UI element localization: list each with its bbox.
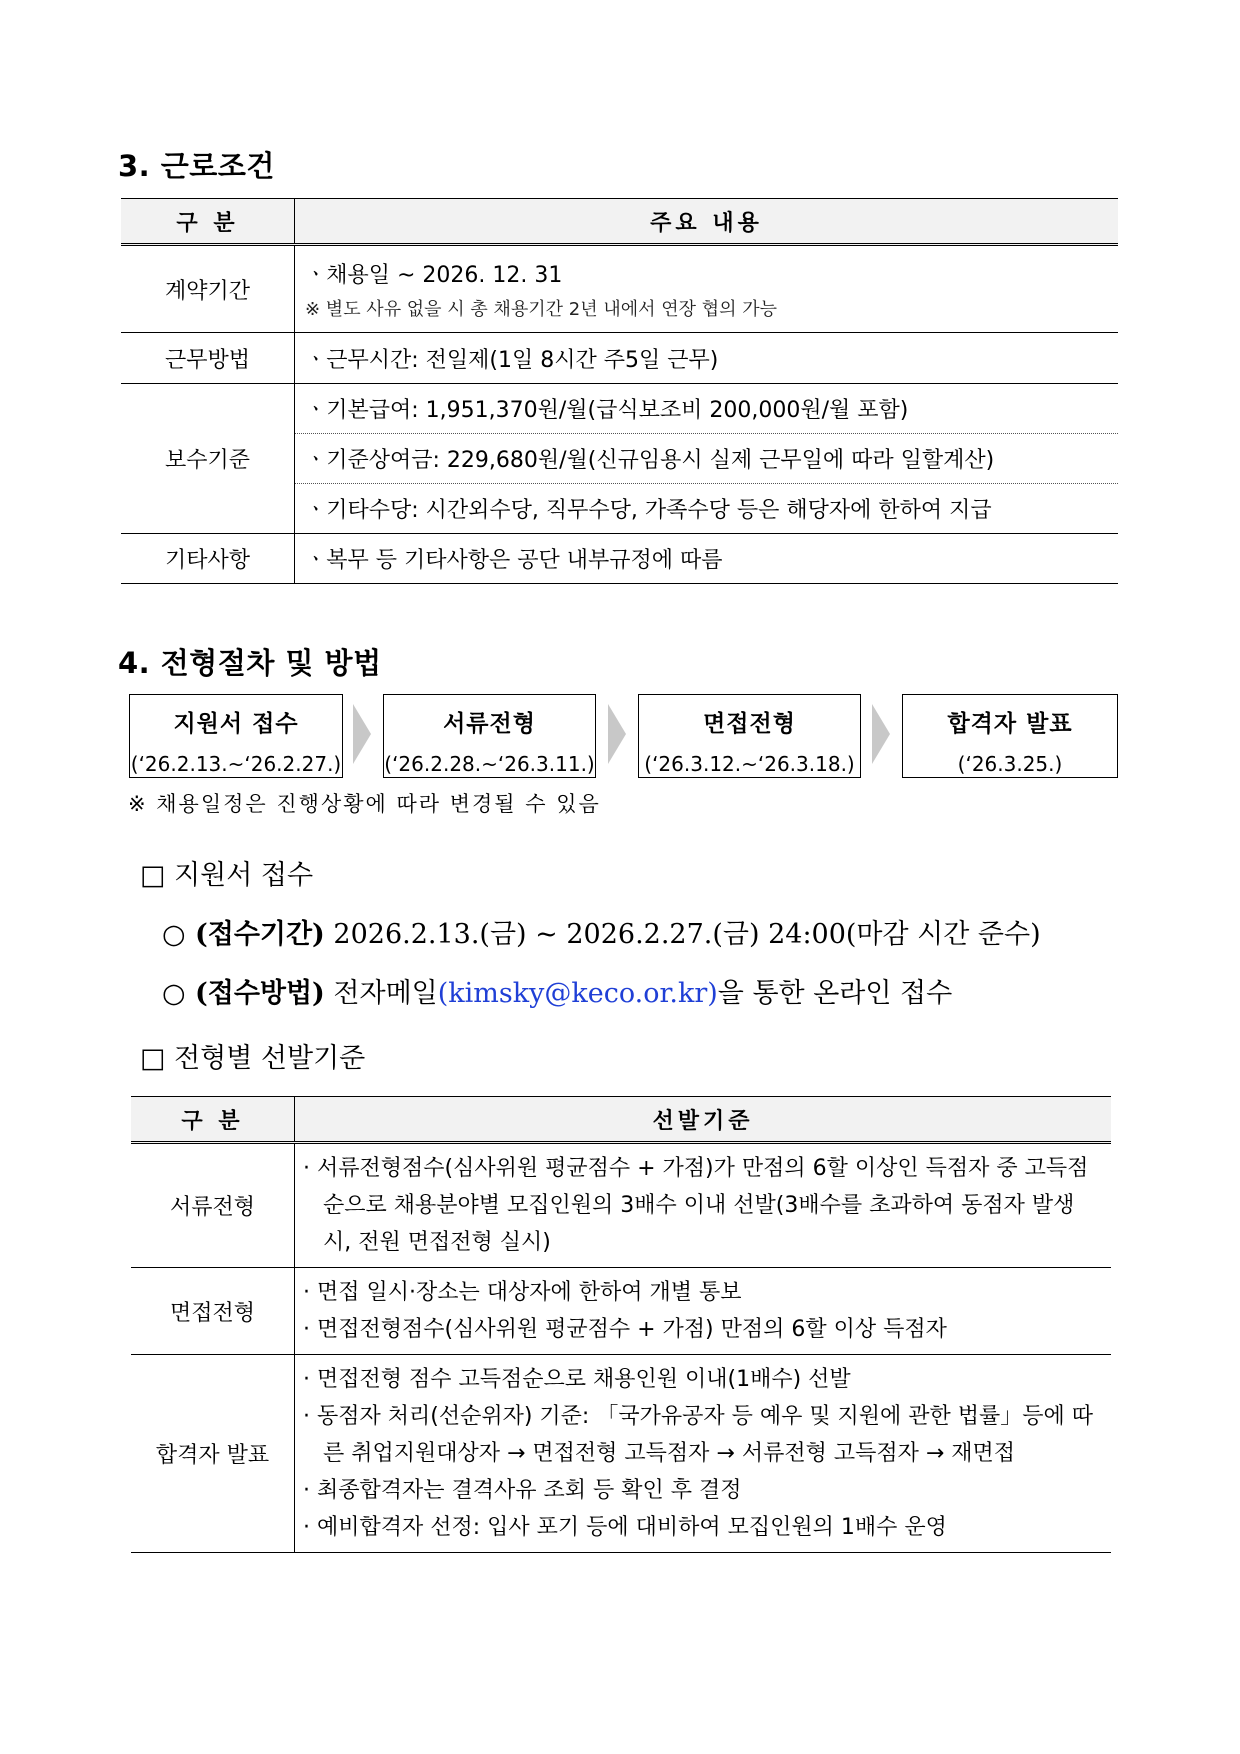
arrow-right-icon — [608, 704, 626, 764]
table-row — [121, 534, 1118, 584]
method-suffix: 을 통한 온라인 접수 — [717, 978, 953, 1009]
process-step-announcement — [902, 694, 1118, 778]
row-note: ※ 별도 사유 없을 시 총 채용기간 2년 내에서 연장 협의 가능 — [305, 298, 778, 320]
header-criteria: 선발기준 — [295, 1097, 1112, 1143]
arrow-right-icon — [872, 704, 890, 764]
criteria-subtitle: □ 전형별 선발기준 — [140, 1043, 366, 1074]
application-subtitle: □ 지원서 접수 — [140, 860, 314, 891]
step-date: (‘26.3.12.~‘26.3.18.) — [644, 752, 855, 776]
schedule-note: ※ 채용일정은 진행상황에 따라 변경될 수 있음 — [128, 792, 601, 816]
table-row — [121, 245, 1118, 333]
working-conditions-table — [121, 198, 1118, 584]
process-step-application — [129, 694, 343, 778]
table-row — [131, 1268, 1111, 1355]
step-title: 면접전형 — [703, 711, 796, 737]
row-item: ㆍ채용일 ~ 2026. 12. 31 — [305, 262, 563, 288]
table-header — [121, 199, 1118, 245]
row-item: · 면접전형 점수 고득점순으로 채용인원 이내(1배수) 선발 — [303, 1367, 851, 1392]
process-step-document — [383, 694, 596, 778]
arrow-right-icon — [353, 704, 371, 764]
row-content — [295, 1355, 1112, 1553]
row-label: 기타사항 — [121, 534, 295, 584]
email-link[interactable]: (kimsky@keco.or.kr) — [437, 978, 718, 1009]
row-item: · 서류전형점수(심사위원 평균점수 + 가점)가 만점의 6할 이상인 득점자 중 고득점순으로 채용분야별 모집인원의 3배수 이내 선발(3배수를 초과하여 동점자 발생 시, 전원 면접전형 실시) — [303, 1156, 1089, 1255]
row-content — [295, 245, 1119, 333]
row-item: ㆍ복무 등 기타사항은 공단 내부규정에 따름 — [295, 534, 1119, 584]
row-item: · 동점자 처리(선순위자) 기준: 「국가유공자 등 예우 및 지원에 관한 법률」등에 따른 취업지원대상자 → 면접전형 고득점자 → 서류전형 고득점자 → 재면접 — [303, 1404, 1094, 1466]
row-item: ㆍ기본급여: 1,951,370원/월(급식보조비 200,000원/월 포함) — [295, 384, 1119, 434]
section3-title: 3. 근로조건 — [118, 149, 275, 183]
step-date: (‘26.2.28.~‘26.3.11.) — [384, 752, 595, 776]
method-label: ○ (접수방법) — [162, 978, 325, 1009]
row-label: 근무방법 — [121, 333, 295, 384]
table-row — [131, 1355, 1111, 1553]
row-label: 합격자 발표 — [131, 1355, 295, 1553]
table-row — [121, 333, 1118, 384]
header-category: 구 분 — [131, 1097, 295, 1143]
selection-criteria-table — [131, 1096, 1111, 1553]
section4-title: 4. 전형절차 및 방법 — [118, 646, 382, 680]
header-category: 구 분 — [121, 199, 295, 245]
step-title: 서류전형 — [443, 711, 536, 737]
row-item: · 예비합격자 선정: 입사 포기 등에 대비하여 모집인원의 1배수 운영 — [303, 1515, 947, 1540]
row-label: 계약기간 — [121, 245, 295, 333]
table-header — [131, 1097, 1111, 1143]
header-content: 주요 내용 — [295, 199, 1119, 245]
table-row — [131, 1143, 1111, 1268]
row-item: ㆍ기타수당: 시간외수당, 직무수당, 가족수당 등은 해당자에 한하여 지급 — [295, 484, 1119, 534]
step-date: (‘26.2.13.~‘26.2.27.) — [130, 752, 342, 776]
table-row — [121, 384, 1118, 434]
step-title: 지원서 접수 — [173, 711, 299, 737]
application-period — [162, 912, 1041, 951]
row-item: ㆍ근무시간: 전일제(1일 8시간 주5일 근무) — [295, 333, 1119, 384]
row-content — [295, 1268, 1112, 1355]
application-method — [162, 971, 952, 1010]
method-prefix: 전자메일 — [324, 978, 438, 1009]
process-step-interview — [638, 694, 861, 778]
row-item: · 면접 일시·장소는 대상자에 한하여 개별 통보 — [303, 1280, 742, 1305]
step-date: (‘26.3.25.) — [957, 752, 1063, 776]
row-label: 서류전형 — [131, 1143, 295, 1268]
row-content — [295, 1143, 1112, 1268]
step-title: 합격자 발표 — [947, 711, 1073, 737]
row-item: · 최종합격자는 결격사유 조회 등 확인 후 결정 — [303, 1478, 742, 1503]
row-label: 면접전형 — [131, 1268, 295, 1355]
period-label: ○ (접수기간) — [162, 919, 325, 950]
period-value: 2026.2.13.(금) ~ 2026.2.27.(금) 24:00(마감 시간 준수) — [324, 919, 1041, 950]
row-item: · 면접전형점수(심사위원 평균점수 + 가점) 만점의 6할 이상 득점자 — [303, 1317, 947, 1342]
row-item: ㆍ기준상여금: 229,680원/월(신규임용시 실제 근무일에 따라 일할계산) — [295, 434, 1119, 484]
row-label: 보수기준 — [121, 384, 295, 534]
